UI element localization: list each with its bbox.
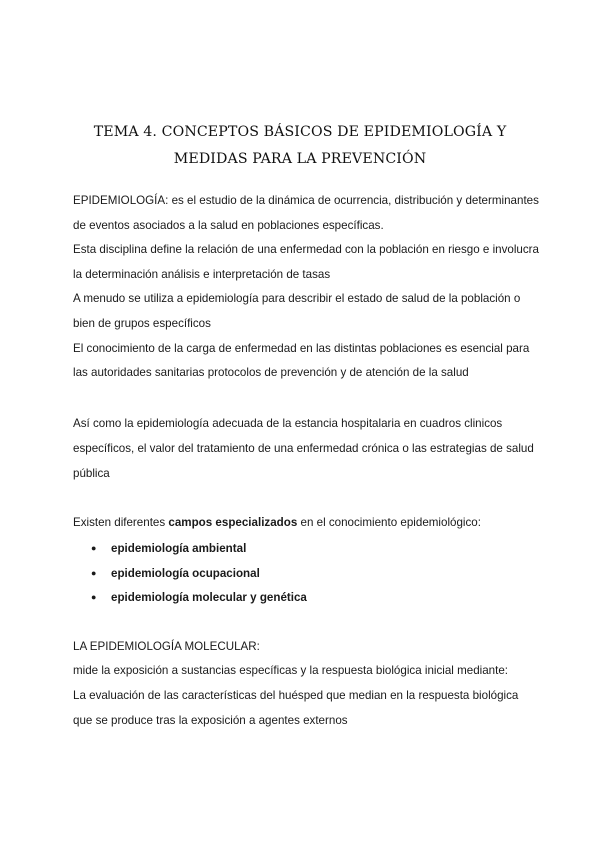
paragraph-line: A menudo se utiliza a epidemiología para describir el estado de salud de la población o xyxy=(73,292,521,305)
fields-intro-prefix: Existen diferentes xyxy=(73,516,169,529)
paragraph-line: El conocimiento de la carga de enfermedad en las distintas poblaciones es esencial para xyxy=(73,342,530,355)
paragraph-line: de eventos asociados a la salud en poblaciones específicas. xyxy=(73,219,384,232)
title-line-1: TEMA 4. CONCEPTOS BÁSICOS DE EPIDEMIOLOGÍA Y xyxy=(93,124,507,140)
paragraph-line: mide la exposición a sustancias específicas y la respuesta biológica inicial mediante: xyxy=(73,664,508,677)
bullet-list-item xyxy=(91,541,246,556)
document-title xyxy=(40,119,560,173)
bullet-text: epidemiología ocupacional xyxy=(111,567,260,580)
paragraph-line: EPIDEMIOLOGÍA: es el estudio de la dinámica de ocurrencia, distribución y determinantes xyxy=(73,194,539,207)
title-line-2: MEDIDAS PARA LA PREVENCIÓN xyxy=(173,151,427,167)
bullet-list-item xyxy=(91,590,307,605)
bullet-icon: ● xyxy=(91,568,97,578)
bullet-list-item xyxy=(91,566,260,581)
paragraph-line: pública xyxy=(73,467,110,480)
fields-intro-bold: campos especializados xyxy=(168,516,298,529)
paragraph-line: bien de grupos específicos xyxy=(73,317,211,330)
paragraph-line: la determinación análisis e interpretación de tasas xyxy=(73,268,331,281)
fields-intro xyxy=(73,516,481,530)
paragraph-line: Así como la epidemiología adecuada de la estancia hospitalaria en cuadros clinicos xyxy=(73,417,503,430)
section-heading: LA EPIDEMIOLOGÍA MOLECULAR: xyxy=(73,640,260,653)
bullet-icon: ● xyxy=(91,543,97,553)
bullet-icon: ● xyxy=(91,592,97,602)
bullet-text: epidemiología ambiental xyxy=(111,542,247,555)
fields-intro-suffix: en el conocimiento epidemiológico: xyxy=(297,516,481,529)
paragraph-line: Esta disciplina define la relación de una enfermedad con la población en riesgo e involucra xyxy=(73,243,539,256)
paragraph-line: las autoridades sanitarias protocolos de prevención y de atención de la salud xyxy=(73,366,469,379)
paragraph-line: que se produce tras la exposición a agentes externos xyxy=(73,714,348,727)
paragraph-line: específicos, el valor del tratamiento de una enfermedad crónica o las estrategias de salud xyxy=(73,442,534,455)
paragraph-line: La evaluación de las características del huésped que median en la respuesta biológica xyxy=(73,689,519,702)
bullet-text: epidemiología molecular y genética xyxy=(111,591,307,604)
